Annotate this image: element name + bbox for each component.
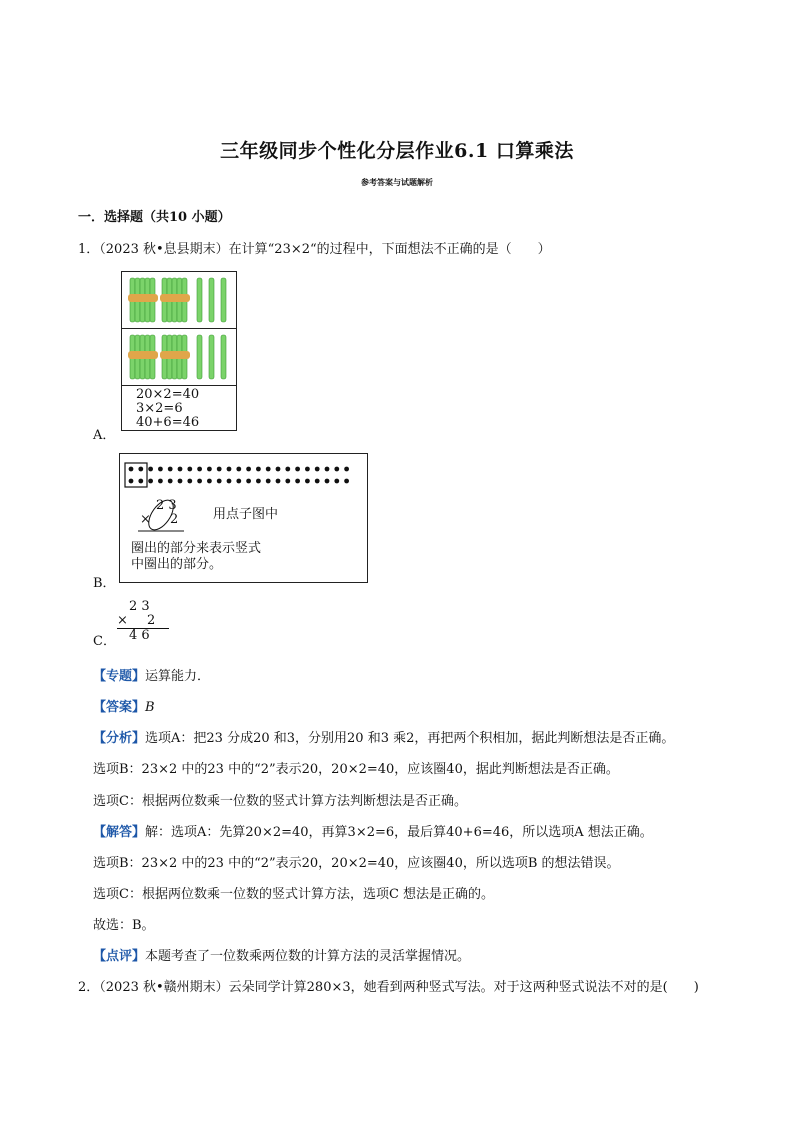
option-b-text-3: 中圈出的部分。 [131, 557, 223, 572]
calc-line: 20×2=40 [136, 387, 200, 402]
dot [295, 479, 300, 484]
calc-line: 3×2=6 [136, 401, 183, 416]
dot [217, 467, 222, 472]
option-a-label: A． [93, 428, 116, 443]
fenxi-line-1 [93, 727, 674, 746]
multiplier-digit: 2 [147, 613, 156, 628]
dot [325, 467, 330, 472]
dot [187, 479, 192, 484]
answer-tag: 【答案】 [93, 700, 146, 715]
circled-dots-box [125, 463, 147, 487]
option-c-vertical-calc [117, 600, 169, 643]
jieda-tag: 【解答】 [93, 825, 146, 840]
dot [256, 467, 261, 472]
stick-bundle [128, 335, 158, 379]
dot [217, 479, 222, 484]
question-2-stem: 2．（2023 秋•赣州期末）云朵同学计算280×3，她看到两种竖式写法。对于这两种竖式说法不对的是( ) [78, 980, 699, 995]
dot [178, 467, 183, 472]
dot [197, 479, 202, 484]
calc-line: 40+6=46 [136, 415, 200, 430]
dot [285, 467, 290, 472]
dot [344, 467, 349, 472]
option-b-bottom-digit: 2 [170, 512, 179, 527]
fenxi-text-1: 选项A：把23 分成20 和3，分别用20 和3 乘2，再把两个积相加，据此判断想法是否正确。 [145, 731, 675, 746]
dot [227, 479, 232, 484]
dot [315, 479, 320, 484]
dot [266, 479, 271, 484]
dot [207, 467, 212, 472]
dot [138, 479, 143, 484]
dot [334, 479, 339, 484]
fenxi-line-3: 选项C：根据两位数乘一位数的竖式计算方法判断想法是否正确。 [93, 794, 467, 809]
dot [285, 479, 290, 484]
jieda-line-2: 选项B：23×2 中的23 中的“2”表示20，20×2=40，应该圈40，所以选项B 的想法错误。 [93, 856, 620, 871]
dianping-line [93, 945, 470, 964]
option-b-top-digits: 2 3 [156, 498, 177, 513]
jieda-line-1 [93, 821, 653, 840]
dot [158, 467, 163, 472]
dot [187, 467, 192, 472]
dot [129, 467, 134, 472]
fenxi-tag: 【分析】 [93, 731, 146, 746]
zhuanti-text: 运算能力． [145, 669, 211, 684]
stick-bundles-image [122, 329, 236, 385]
times-sign: × [117, 613, 128, 628]
dot [138, 467, 143, 472]
dot [236, 467, 241, 472]
page-title: 三年级同步个性化分层作业6.1 口算乘法 [220, 140, 574, 162]
option-b-text-1: 用点子图中 [213, 507, 279, 522]
option-c-label: C． [93, 634, 116, 649]
dot [197, 467, 202, 472]
option-b-text-2: 圈出的部分来表示竖式 [131, 541, 262, 556]
stick-row-2 [122, 329, 236, 386]
page-subtitle: 参考答案与试题解析 [361, 177, 433, 187]
jieda-text-1: 解：选项A：先算20×2=40，再算3×2=6，最后算40+6=46，所以选项A 想法正确。 [145, 825, 653, 840]
dot [178, 479, 183, 484]
dot [158, 479, 163, 484]
dot [325, 479, 330, 484]
dot [334, 467, 339, 472]
dot [344, 479, 349, 484]
stick-row-1 [122, 272, 236, 329]
calc-row-3: 4 6 [117, 628, 169, 643]
times-sign: × [140, 512, 151, 527]
dot [168, 479, 173, 484]
stick-bundle [128, 278, 158, 322]
option-b-figure [119, 453, 368, 583]
dot-grid [124, 462, 360, 490]
question-1-stem: 1．（2023 秋•息县期末）在计算“23×2“的过程中，下面想法不正确的是（ ） [78, 242, 551, 257]
section-heading: 一．选择题（共10 小题） [78, 210, 231, 225]
jieda-line-4: 故选：B。 [93, 918, 155, 933]
dot [305, 479, 310, 484]
fenxi-line-2: 选项B：23×2 中的23 中的“2”表示20，20×2=40，应该圈40，据此判断想法是否正确。 [93, 762, 619, 777]
stick-bundle [160, 335, 190, 379]
dianping-text: 本题考查了一位数乘两位数的计算方法的灵活掌握情况。 [145, 949, 471, 964]
dot [295, 467, 300, 472]
answer-text: B [145, 700, 155, 715]
dot [168, 467, 173, 472]
dot [148, 467, 153, 472]
dot [315, 467, 320, 472]
dot [207, 479, 212, 484]
dot [227, 467, 232, 472]
calc-row-2 [117, 614, 169, 628]
dot [276, 479, 281, 484]
option-a-figure [121, 271, 237, 431]
answer-line [93, 696, 155, 715]
dot [236, 479, 241, 484]
jieda-line-3: 选项C：根据两位数乘一位数的竖式计算方法，选项C 想法是正确的。 [93, 887, 495, 902]
option-a-calculation [136, 388, 199, 430]
dot [148, 479, 153, 484]
zhuanti-line [93, 665, 210, 684]
dot [129, 479, 134, 484]
zhuanti-tag: 【专题】 [93, 669, 146, 684]
dot [305, 467, 310, 472]
dianping-tag: 【点评】 [93, 949, 146, 964]
dot [246, 479, 251, 484]
stick-bundle [160, 278, 190, 322]
option-b-label: B． [93, 576, 116, 591]
dot [266, 467, 271, 472]
stick-bundles-image [122, 272, 236, 328]
dot [256, 479, 261, 484]
calc-row-1: 2 3 [129, 599, 150, 614]
dot [246, 467, 251, 472]
dot [276, 467, 281, 472]
